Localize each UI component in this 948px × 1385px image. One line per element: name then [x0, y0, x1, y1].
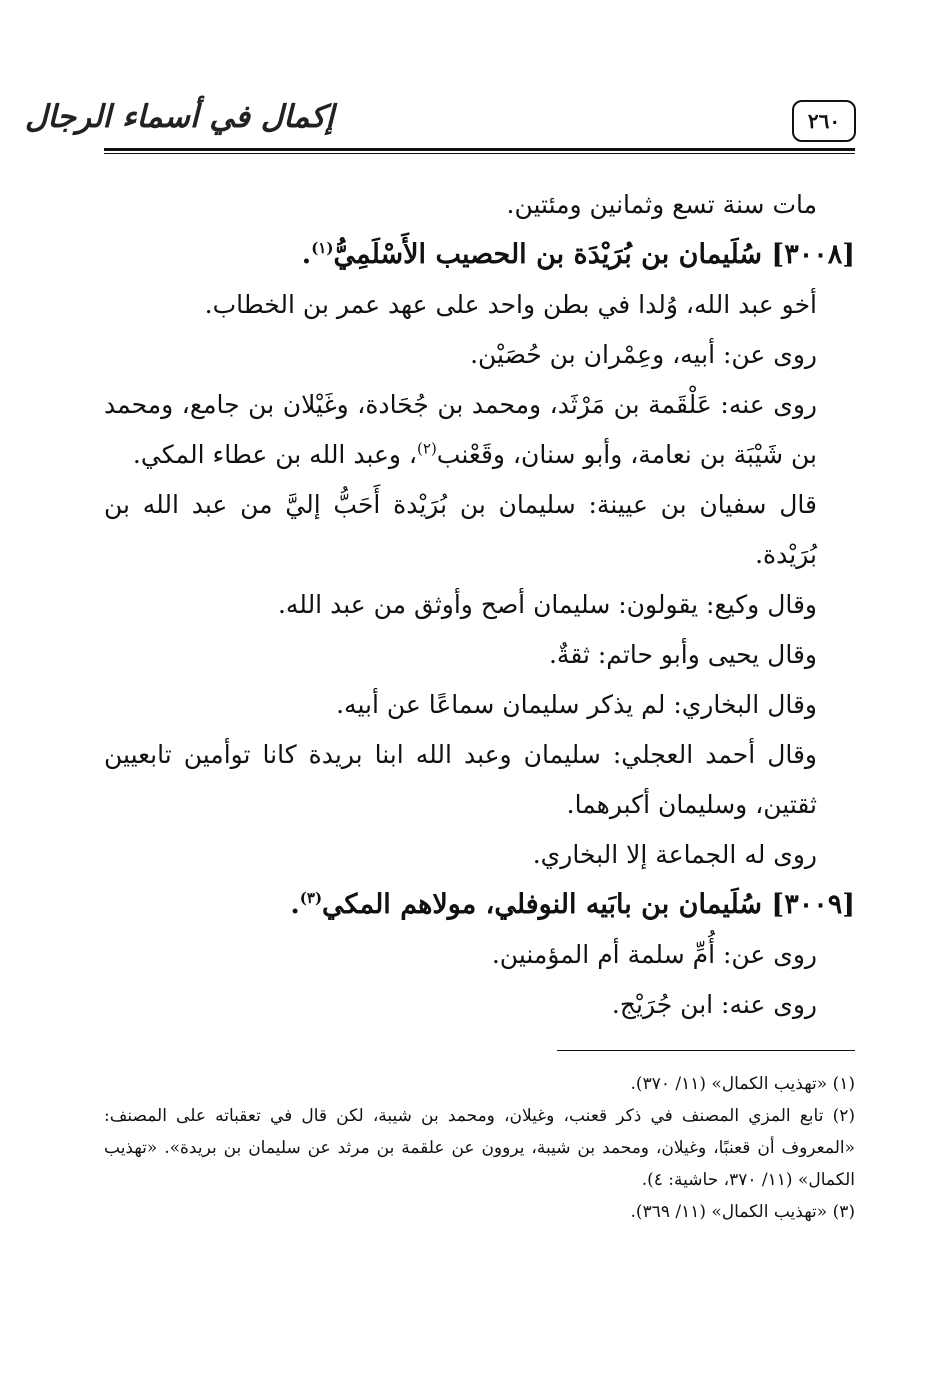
footnote-ref: (٣): [299, 889, 323, 907]
entry-end: .: [290, 889, 300, 920]
entry-title: [٣٠٠٨] سُلَيمان بن بُرَيْدَة بن الحصيب الأَسْلَمِيُّ: [333, 239, 855, 270]
header-rule: [104, 148, 855, 151]
paragraph: روى عنه: ابن جُرَيْج.: [611, 990, 817, 1019]
entry-heading: [104, 230, 855, 280]
footnote-ref: (٢): [417, 439, 437, 458]
entry-heading: [104, 880, 855, 930]
book-title-calligraphy: إكمال في أسماء الرجال: [24, 99, 334, 135]
paragraph: أخو عبد الله، وُلدا في بطن واحد على عهد عمر بن الخطاب.: [204, 290, 817, 319]
footnote-ref: (١): [311, 239, 334, 257]
paragraph: قال سفيان بن عيينة: سليمان بن بُرَيْدة أَحَبُّ إليَّ من عبد الله بن بُرَيْدة.: [104, 490, 817, 569]
paragraph-text: روى عنه: عَلْقَمة بن مَرْثَد، ومحمد بن جُحَادة، وغَيْلان بن جامع، ومحمد بن شَيْبَة بن نعامة، وأبو سنان، وقَعْنب: [104, 390, 817, 469]
paragraph: وقال يحيى وأبو حاتم: ثقةٌ.: [548, 640, 817, 669]
entry-title: [٣٠٠٩] سُلَيمان بن بابَيه النوفلي، مولاهم المكي: [322, 889, 855, 920]
text-line: مات سنة تسع وثمانين ومئتين.: [506, 190, 817, 219]
entry-end: .: [301, 239, 312, 270]
footnote: (٢) تابع المزي المصنف في ذكر قعنب، وغيلان، ومحمد بن شيبة، لكن قال في تعقباته على المصنف: «المعروف أن قعنبًا، وغيلان، ومحمد بن شيبة، يروون عن علقمة بن مرثد عن سليمان بن بريدة». «تهذيب الكمال» (١١/ ٣٧٠، حاشية: ٤).: [104, 1106, 855, 1190]
paragraph-text: ، وعبد الله بن عطاء المكي.: [132, 440, 418, 469]
paragraph: وقال أحمد العجلي: سليمان وعبد الله ابنا بريدة كانا توأمين تابعيين ثقتين، وسليمان أكبرهما.: [104, 740, 817, 819]
footnotes: [104, 1068, 855, 1228]
paragraph: روى عن: أُمِّ سلمة أم المؤمنين.: [491, 940, 817, 969]
paragraph: [104, 380, 855, 480]
paragraph: روى عن: أبيه، وعِمْران بن حُصَيْن.: [470, 340, 817, 369]
paragraph: روى له الجماعة إلا البخاري.: [532, 840, 817, 869]
footnote-separator: [557, 1050, 855, 1051]
footnote: (٣) «تهذيب الكمال» (١١/ ٣٦٩).: [630, 1202, 855, 1222]
header-rule-thin: [104, 153, 855, 154]
footnote: (١) «تهذيب الكمال» (١١/ ٣٧٠).: [630, 1074, 855, 1094]
page-header: [0, 0, 948, 160]
page-number: ٢٦٠: [792, 100, 856, 142]
paragraph: وقال البخاري: لم يذكر سليمان سماعًا عن أبيه.: [336, 690, 817, 719]
main-text: [104, 180, 855, 1030]
paragraph: وقال وكيع: يقولون: سليمان أصح وأوثق من عبد الله.: [277, 590, 817, 619]
